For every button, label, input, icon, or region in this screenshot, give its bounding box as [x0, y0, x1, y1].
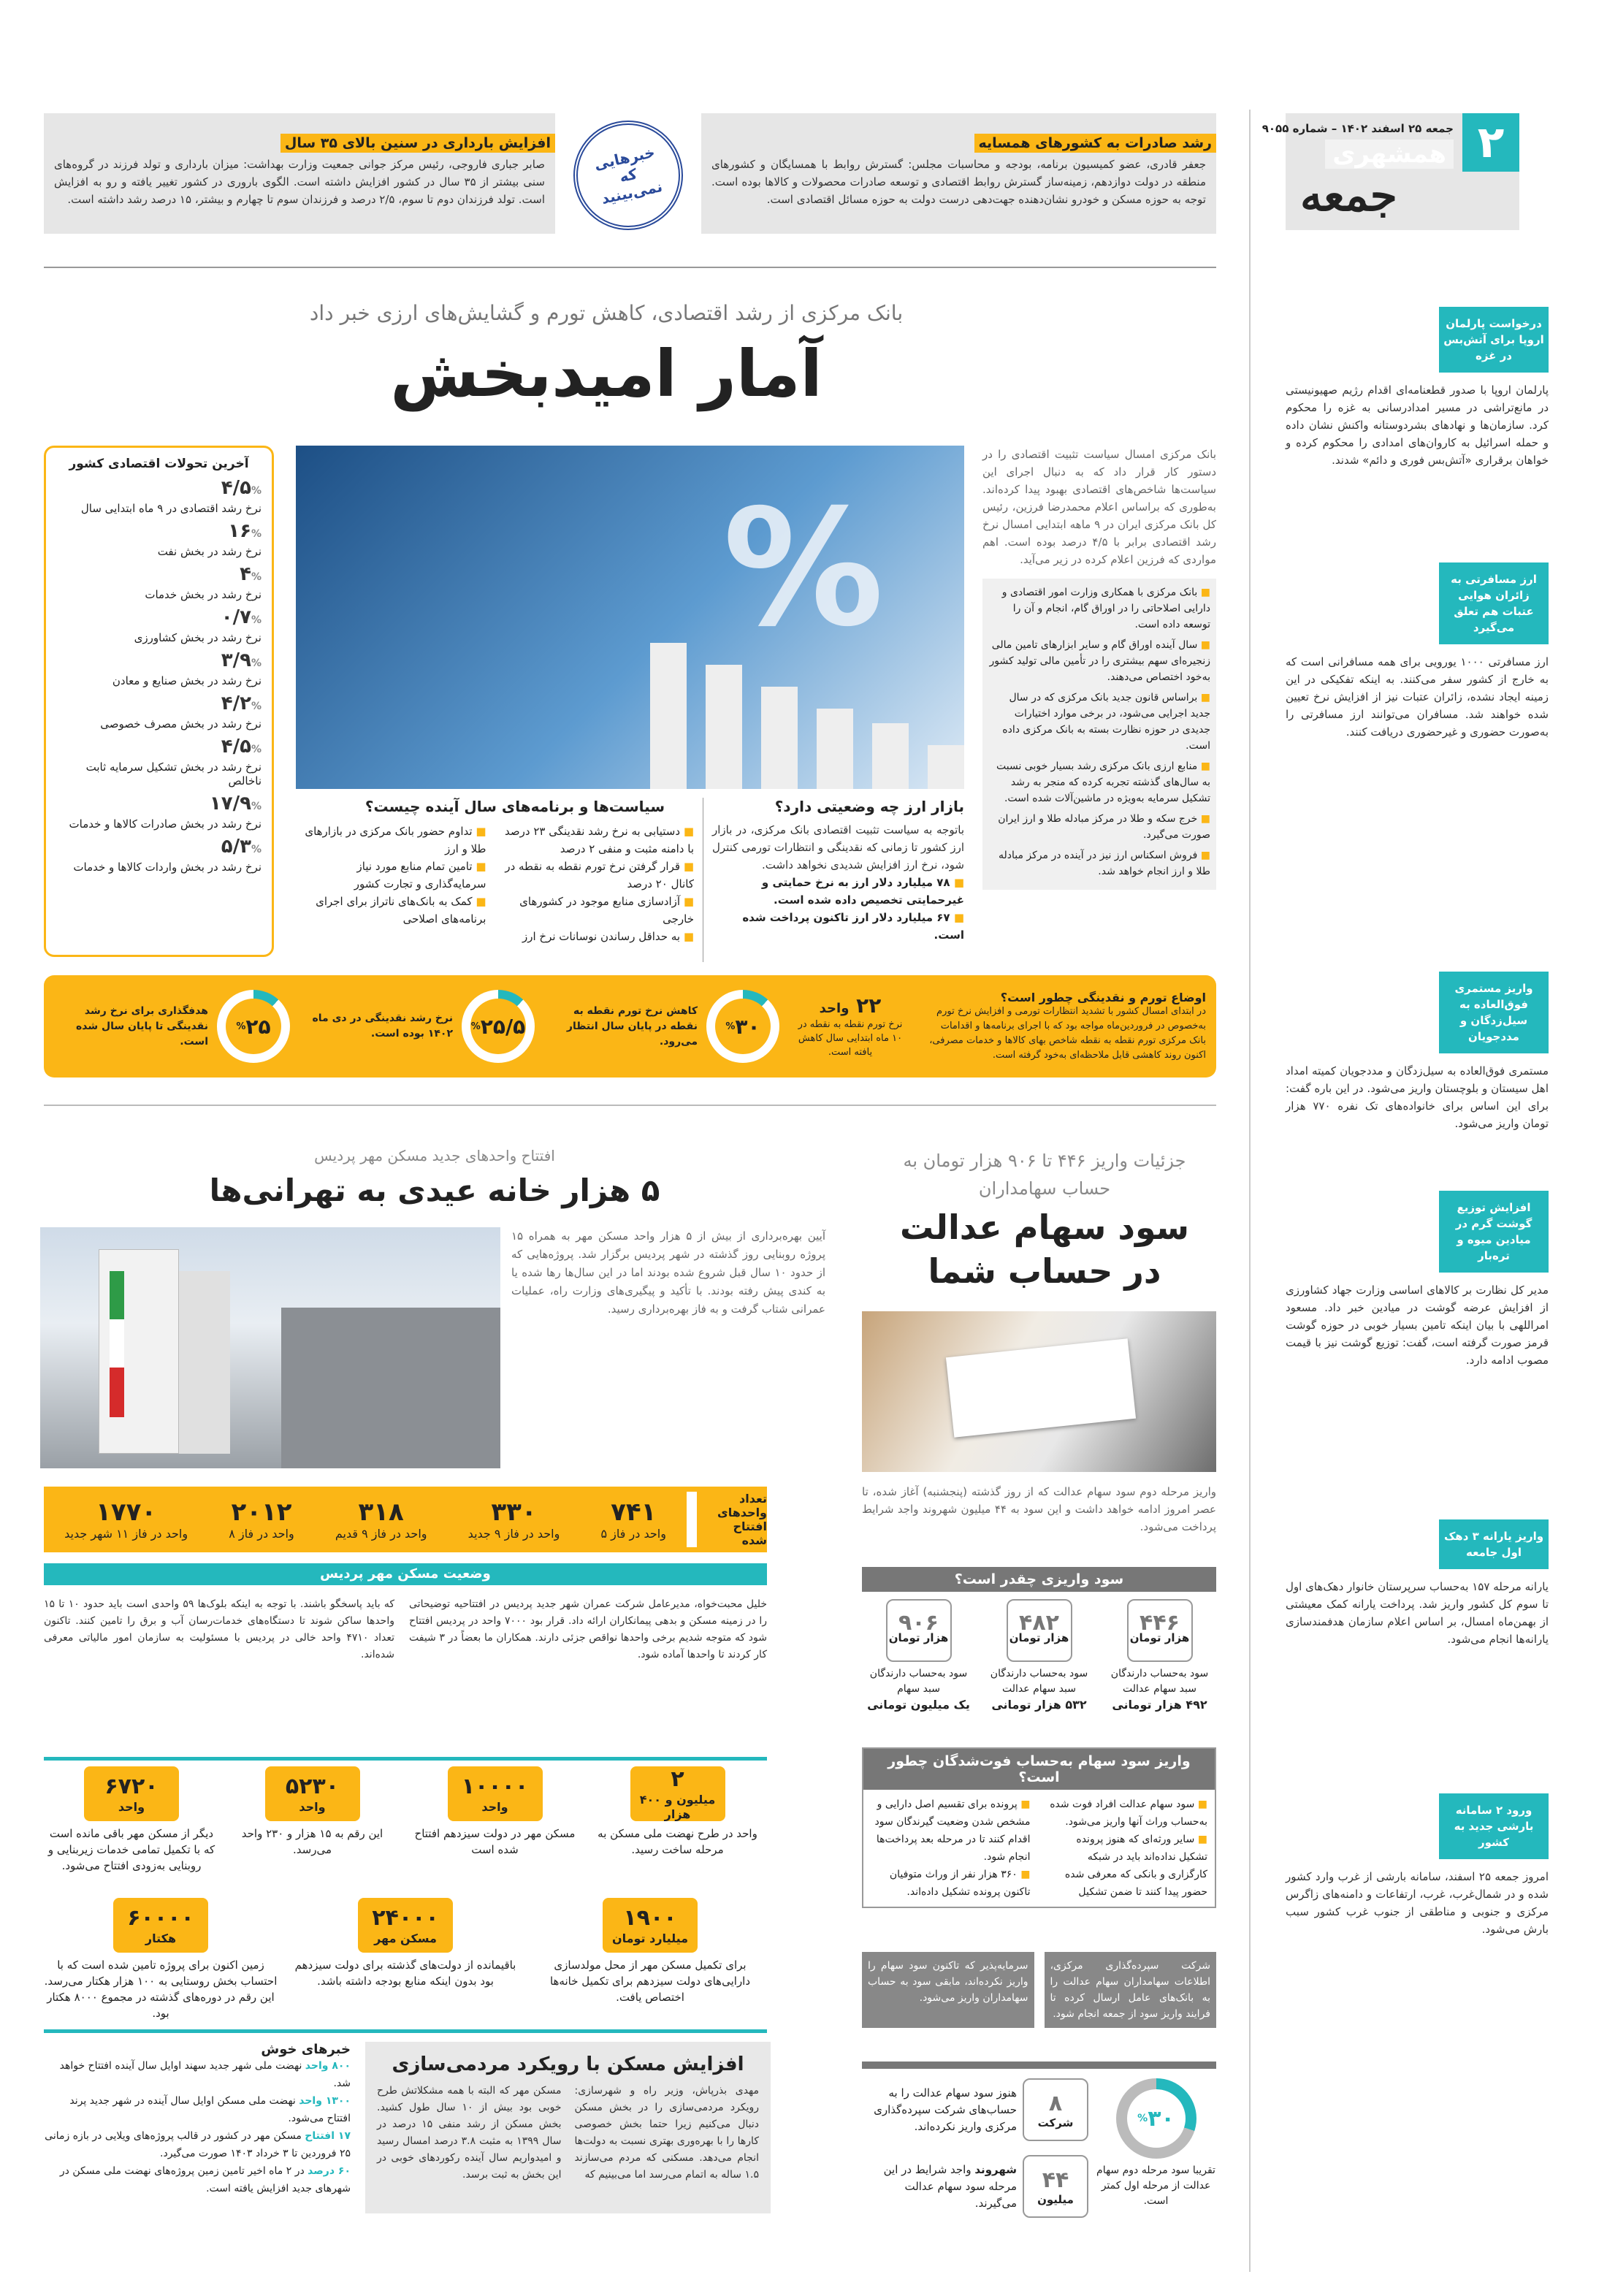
development-item — [56, 736, 262, 788]
development-item — [56, 649, 262, 688]
sidebar-item-title: ارز مسافرتی به زائران هوایی عتبات هم تعلق می‌گیرد — [1439, 562, 1549, 644]
units-value: ۲۰۱۲ — [231, 1498, 292, 1527]
policy-bullet: ■ آزادسازی منابع موجود در کشورهای خارجی — [504, 893, 695, 928]
ring-unit: % — [470, 1021, 481, 1032]
sidebar-item — [1286, 1191, 1549, 1369]
development-label: نرخ رشد در بخش کشاورزی — [134, 631, 262, 644]
development-value: ۴/۵ — [221, 736, 251, 758]
page-number: ۲ — [1462, 113, 1519, 172]
housing-stat — [44, 1766, 219, 1874]
amount-basket: ۵۳۲ هزار تومانی — [991, 1698, 1087, 1712]
ring-chart — [1116, 2078, 1196, 2159]
amount-item — [862, 1592, 975, 1712]
development-unit: % — [251, 657, 262, 669]
citizens-label: واجد شرایط در این مرحله سود سهام عدالت می‌گیرند. — [883, 2162, 1017, 2210]
main-bullet: ■ براساس قانون جدید بانک مرکزی که در سال جدید اجرایی می‌شود، در برخی موارد اختیارات جدیدی در حوزه نظارت بسته به بانک مرکزی داده است. — [988, 690, 1210, 754]
development-unit: % — [251, 744, 262, 755]
sidebar-item — [1286, 1793, 1549, 1938]
development-value: ۰/۷ — [221, 606, 251, 628]
units-item — [335, 1498, 427, 1541]
main-bullet: ■ منابع ارزی بانک مرکزی رشد بسیار خوبی نسبت به سال‌های گذشته تجربه کرده که منجر به رشد تشکیل سرمایه به‌ویژه در ماشین‌آلات شده است. — [988, 758, 1210, 806]
sidebar-item-text: امروز جمعه ۲۵ اسفند، سامانه بارشی از غرب وارد کشور شده و در شمال‌غرب، غرب، ارتفاعات و دامنه‌های زاگرس مرکزی و جنوبی و مناطقی از جنوب غرب کشور سبب بارش می‌شود. — [1286, 1870, 1549, 1936]
divider — [44, 1105, 1216, 1106]
developments-title: آخرین تحولات اقتصادی کشور — [69, 457, 249, 471]
citizens-unit: میلیون — [1037, 2192, 1074, 2206]
sidebar-item-title: واریز مستمری فوق‌العاده به سیل‌زدگان و مددجویان — [1439, 972, 1549, 1053]
fx-bullet: ■ ۷۸ میلیارد دلار ارز به نرخ حمایتی و غیرحمایتی تخصیص داده شده است. — [712, 874, 964, 909]
stat-label: مسکن مهر در دولت سیزدهم افتتاح شده است — [414, 1827, 576, 1856]
housing-text: آیین بهره‌برداری از بیش از ۵ هزار واحد مسکن مهر به همراه ۱۵ پروژه روبنایی روز گذشته در شهر پردیس برگزار شد. پروژه‌هایی که از حدود ۱۰ سال قبل شروع شده بودند اما در این سال‌ها رها شده یا به کندی پیش رفته بودند. با تأکید و پیگیری‌های وزارت راه، عملیات عمرانی شتاب گرفت و به فاز بهره‌برداری رسید. — [511, 1229, 826, 1316]
development-value: ۱۷/۹ — [209, 793, 251, 815]
deceased-bullet: ■ سایر ورثه‌ای که هنوز پرونده تشکیل نداده‌اند باید در شبکه کارگزاری و بانکی که معرفی شده حضور پیدا کنند تا ضمن تشکیل — [1048, 1831, 1208, 1901]
fx-bullet: ■ ۶۷ میلیارد دلار ارز تاکنون پرداخت شده است. — [712, 909, 964, 944]
development-unit: % — [251, 485, 262, 497]
units-label: واحد در فاز ۹ قدیم — [335, 1527, 427, 1541]
amount-label: سود به‌حساب دارندگان سبد سهام عدالت — [990, 1668, 1088, 1695]
stat-label: برای تکمیل مسکن مهر از محل مولدسازی دارایی‌های دولت سیزدهم برای تکمیل خانه‌ها اختصاص یافت. — [549, 1959, 751, 2004]
development-unit: % — [251, 801, 262, 812]
teaser-right[interactable] — [701, 113, 1216, 234]
housing-stat — [533, 1898, 767, 2005]
housing-stat — [588, 1766, 767, 1858]
sidebar-item-text: مستمری فوق‌العاده به سیل‌زدگان و مددجویان کمیته امداد اهل سیستان و بلوچستان واریز می‌شود. در این باره گفت: برای این اساس برای خانواده‌های تک نفره ۷۷۰ هزار تومان واریز می‌شود. — [1286, 1064, 1549, 1130]
development-item — [56, 563, 262, 602]
units-label: واحد در فاز ۸ — [229, 1527, 294, 1541]
units-value: ۲۲ — [856, 993, 882, 1018]
amount-basket: یک میلیون تومانی — [867, 1698, 970, 1712]
good-news-highlight: ۶۰ درصد — [308, 2165, 351, 2177]
ring-chart — [706, 990, 779, 1063]
housing-kicker: افتتاح واحدهای جدید مسکن مهر پردیس — [314, 1147, 555, 1164]
companies-stat — [862, 2078, 1088, 2141]
development-value: ۳/۹ — [221, 649, 251, 671]
development-item — [56, 606, 262, 645]
ring-stat — [543, 990, 779, 1063]
housing-photo — [40, 1227, 500, 1468]
units-label: واحد در فاز ۹ جدید — [467, 1527, 560, 1541]
housing-minister-box — [365, 2042, 771, 2213]
units-value: ۷۴۱ — [611, 1498, 657, 1527]
ring-unit: % — [1137, 2113, 1148, 2124]
amount-unit: هزار تومان — [1129, 1631, 1190, 1644]
economic-developments-box — [44, 446, 274, 957]
stat-unit: هکتار — [145, 1931, 177, 1945]
status-title-bar: وضعیت مسکن مهر پردیس — [44, 1563, 767, 1585]
good-news-item — [44, 2162, 351, 2197]
units-item — [229, 1498, 294, 1541]
main-bullet: ■ فروش اسکناس ارز نیز در آینده در مرکز مبادله طلا و ارز انجام خواهد شد. — [988, 847, 1210, 880]
development-label: نرخ رشد در بخش مصرف خصوصی — [100, 717, 262, 731]
main-headline: آمار امیدبخش — [390, 336, 822, 411]
good-news-text: مسکن مهر در کشور در قالب پروژه‌های ویلایی در بازه زمانی ۲۵ فروردین تا ۳ خرداد ۱۴۰۳ صورت می‌گیرد. — [45, 2130, 351, 2159]
stat-label: این رقم به ۱۵ هزار و ۲۳۰ واحد می‌رسد. — [241, 1827, 383, 1856]
amount-label: سود به‌حساب دارندگان سبد سهام عدالت — [1110, 1668, 1209, 1695]
amount-unit: هزار تومان — [888, 1631, 949, 1644]
citizens-value: ۴۴ — [1042, 2167, 1069, 2193]
policies-section — [296, 798, 694, 945]
ring-chart — [462, 990, 535, 1063]
section-name: جمعه — [1300, 170, 1397, 221]
sidebar-item — [1286, 562, 1549, 741]
shares-kicker: جزئیات واریز ۴۴۶ تا ۹۰۶ هزار تومان به حساب سهامداران — [903, 1151, 1186, 1199]
sidebar-item-title: افزایش توزیع گوشت گرم در میادین میوه و تره‌بار — [1439, 1191, 1549, 1273]
units-opened-bar — [44, 1487, 767, 1552]
divider — [44, 267, 1216, 268]
stat-value: ۱۰۰۰۰ — [461, 1773, 529, 1799]
stat-unit: واحد — [299, 1799, 326, 1814]
shares-ring-stat — [1096, 2078, 1216, 2209]
development-value: ۵/۳ — [221, 836, 251, 858]
development-item — [56, 836, 262, 874]
stat-label: باقیمانده از دولت‌های گذشته برای دولت سیزدهم بود بدون اینکه منابع بودجه داشته باشد. — [294, 1959, 516, 1988]
fx-section — [712, 798, 964, 944]
ring-unit: % — [236, 1021, 246, 1032]
info-right: شرکت سپرده‌گذاری مرکزی، اطلاعات سهامداران سهام عدالت را به بانک‌های عامل ارسال کرده تا فرایند واریز سود از جمعه انجام شود. — [1045, 1952, 1217, 2028]
sidebar-item-text: ارز مسافرتی ۱۰۰۰ یورویی برای همه مسافرانی است که به خارج از کشور سفر می‌کنند. به اینکه تفکیکی در این زمینه ایجاد نشده، زائران عتبات نیز از افزایش نرخ تعیین شده خواهند شد. مسافران می‌توانند ارز مسافرتی را به‌صورت حضوری و غیرحضوری دریافت کنند. — [1286, 655, 1549, 739]
companies-value: ۸ — [1048, 2090, 1063, 2116]
good-news — [44, 2042, 351, 2197]
development-label: نرخ رشد در بخش خدمات — [145, 588, 262, 601]
units-label: نرخ تورم نقطه به نقطه در ۱۰ ماه ابتدایی سال کاهش یافته است. — [798, 1019, 903, 1058]
good-news-highlight: ۸۰۰ واحد — [305, 2060, 351, 2072]
teaser-text: جعفر قادری، عضو کمیسیون برنامه، بودجه و محاسبات مجلس: گسترش روابط با همسایگان و کشورهای منطقه در دولت دوازدهم، زمینه‌ساز گسترش روابط اقتصادی و توسعه صادرات محصولات و کالاها بوده است. توجه به حوزه مسکن و خودرو نشان‌دهنده جهت‌دهی درست دولت به حوزه مسائل اقتصادی است. — [711, 158, 1206, 206]
info-left: سرمایه‌پذیر که تاکنون سود سهام را واریز نکرده‌اند، مابقی سود به حساب سهامداران واریز می‌شود. — [862, 1952, 1034, 2028]
sidebar-item-text: یارانه مرحله ۱۵۷ به‌حساب سرپرستان خانوار دهک‌های اول تا سوم کل کشور واریز شد. پرداخت یارانه کمک معیشتی از بهمن‌ماه امسال، بر اساس اعلام سازمان هدفمندسازی یارانه‌ها انجام می‌شود. — [1286, 1580, 1549, 1646]
ring-value: ۳۰ — [735, 1014, 760, 1039]
inflation-text: در ابتدای امسال کشور با تشدید انتظارات تورمی و افزایش نرخ تورم به‌خصوص در فروردین‌ماه مواجه بود که با اجرای برنامه‌ها و اقدامات بانک مرکزی تورم نقطه به نقطه شاخص بهای کالاها و خدمات مصرفی، اکنون روند کاهشی قابل ملاحظه‌ای به‌خود گرفته است. — [929, 1005, 1206, 1061]
units-stat — [795, 993, 905, 1059]
ring-value: ۳۰ — [1148, 2105, 1175, 2132]
housing-stat — [44, 1898, 278, 2021]
stat-label: دیگر از مسکن مهر باقی مانده است که با تکمیل تمامی خدمات زیربنایی و روبنایی به‌زودی افتتاح می‌شود. — [47, 1827, 215, 1872]
amount-title: سود واریزی چقدر است؟ — [862, 1567, 1216, 1592]
development-item — [56, 477, 262, 516]
paper-logo: همشهری — [1325, 140, 1454, 169]
stat-unit: میلیون و ۴۰۰ هزار — [639, 1792, 716, 1821]
main-intro: بانک مرکزی امسال سیاست تثبیت اقتصادی را در دستور کار قرار داد که به دنبال اجرای این سیاست‌ها شاخص‌های اقتصادی بهبود پیدا کرده‌اند. به‌طوری که براساس اعلام محمدرضا فرزین، رئیس کل بانک مرکزی ایران در ۹ ماهه ابتدایی امسال نرخ رشد اقتصادی برابر با ۴/۵ درصد بوده است. اهم مواردی که فرزین اعلام کرده در زیر می‌آید. — [982, 448, 1216, 566]
policy-bullet: ■ تامین تمام منابع مورد نیاز سرمایه‌گذاری و تجارت کشور — [296, 858, 486, 893]
ring-stat — [299, 990, 535, 1063]
teaser-left[interactable] — [44, 113, 555, 234]
development-unit: % — [251, 701, 262, 712]
inflation-summary — [921, 991, 1206, 1063]
shares-headline: سود سهام عدالت در حساب شما — [899, 1208, 1190, 1291]
ring-label: هدفگذاری برای نرخ رشد نقدینگی تا پایان سال شده است. — [76, 1004, 208, 1048]
ring-label: تقریبا سود مرحله دوم سهام عدالت از مرحله اول کمتر است. — [1096, 2165, 1215, 2207]
units-value: ۳۳۰ — [491, 1498, 537, 1527]
development-unit: % — [251, 614, 262, 626]
stat-unit: مسکن مهر — [374, 1931, 437, 1945]
good-news-title: خبرهای خوش — [261, 2042, 351, 2057]
inflation-bar — [44, 975, 1216, 1078]
housing-stat — [223, 1766, 402, 1858]
ring-value: ۲۵/۵ — [480, 1014, 526, 1039]
amount-value: ۴۴۶ — [1140, 1610, 1180, 1636]
amount-value: ۹۰۶ — [898, 1610, 939, 1636]
good-news-highlight: ۱۳۰۰ واحد — [299, 2095, 351, 2107]
main-bullet: ■ بانک مرکزی با همکاری وزارت امور اقتصادی و دارایی اصلاحاتی را در اوراق گام، انجام و آن را توسعه داده است. — [988, 584, 1210, 633]
teaser-title: افزایش بارداری در سنین بالای ۳۵ سال — [280, 134, 555, 153]
sidebar-item-text: مدیر کل نظارت بر کالاهای اساسی وزارت جهاد کشاورزی از افزایش عرضه گوشت در میادین خبر داد. مسعود امراللهی با بیان اینکه تامین بسیار خوبی در حوزه گوشت قرمز صورت گرفته است، گفت: توزیع گوشت نیز با قیمت مصوب ادامه دارد. — [1286, 1284, 1549, 1367]
ring-label: نرخ رشد نقدینگی در دی ماه ۱۴۰۲ بوده است. — [312, 1012, 453, 1040]
good-news-text: نهضت ملی مسکن اوایل سال آینده در شهر جدید پرند افتتاح می‌شود. — [69, 2095, 351, 2124]
development-item — [56, 793, 262, 831]
policy-bullet: ■ دستیابی به نرخ رشد نقدینگی ۲۳ درصد با دامنه مثبت و منفی ۲ درصد — [504, 823, 695, 858]
sidebar-item-title: واریز یارانه ۳ دهک اول جامعه — [1439, 1519, 1549, 1569]
stat-value: ۲۴۰۰۰ — [372, 1904, 439, 1931]
amount-item — [982, 1592, 1096, 1712]
deceased-bullet: ■ سود سهام عدالت افراد فوت شده به‌حساب وراث آنها واریز می‌شود. — [1048, 1796, 1208, 1831]
companies-unit: شرکت — [1037, 2116, 1074, 2129]
units-item — [64, 1498, 188, 1541]
units-label: واحد در فاز ۱۱ شهر جدید — [64, 1527, 188, 1541]
development-label: نرخ رشد در بخش صادرات کالاها و خدمات — [69, 817, 262, 831]
amount-value: ۴۸۲ — [1019, 1610, 1059, 1636]
housing-stat — [289, 1898, 522, 1989]
amount-box — [862, 1567, 1216, 1712]
development-value: ۴ — [240, 563, 251, 585]
stamp-text: خبرهایی که نمی‌بینید — [592, 143, 664, 208]
stat-value: ۲ — [671, 1766, 684, 1792]
development-label: نرخ رشد در بخش نفت — [157, 545, 262, 558]
main-intro-column — [982, 446, 1216, 890]
economy-chart-photo: % — [296, 446, 964, 789]
units-label: واحد در فاز ۵ — [600, 1527, 666, 1541]
deceased-bullet: ■ ۳۶۰ هزار نفر از وراث متوفیان تاکنون پرونده تشکیل داده‌اند. — [871, 1866, 1031, 1901]
good-news-highlight: ۱۷ افتتاح — [305, 2130, 351, 2142]
teaser-title: رشد صادرات به کشورهای همسایه — [974, 134, 1217, 153]
amount-unit: هزار تومان — [1009, 1631, 1069, 1644]
issue-date: جمعه ۲۵ اسفند ۱۴۰۲ – شماره ۹۰۵۵ — [1261, 122, 1454, 135]
development-value: ۴/۲ — [221, 693, 251, 714]
ring-chart — [217, 990, 290, 1063]
sidebar-item-title: درخواست پارلمان اروپا برای آتش‌بس در غزه — [1439, 307, 1549, 373]
housing-stat — [405, 1766, 584, 1858]
companies-label: هنوز سود سهام عدالت را به حساب‌های شرکت سپرده‌گذاری مرکزی واریز نکرده‌اند. — [874, 2086, 1017, 2133]
main-kicker: بانک مرکزی از رشد اقتصادی، کاهش تورم و گشایش‌های ارزی خبر داد — [309, 301, 904, 325]
box-title: افزایش مسکن با رویکرد مردمی‌سازی — [392, 2053, 744, 2075]
policies-title: سیاست‌ها و برنامه‌های سال آینده چیست؟ — [364, 798, 665, 815]
policy-bullet: ■ تداوم حضور بانک مرکزی در بازارهای طلا و ارز — [296, 823, 486, 858]
shares-text: واریز مرحله دوم سود سهام عدالت که از روز گذشته (پنجشنبه) آغاز شده، تا عصر امروز ادامه خواهد داشت و این سود به ۴۴ میلیون شهروند واجد شرایط پرداخت می‌شود. — [862, 1485, 1216, 1533]
main-bullet: ■ خرج سکه و طلا در مرکز مبادله طلا و ارز ایران صورت می‌گیرد. — [988, 811, 1210, 843]
housing-headline: ۵ هزار خانه عیدی به تهرانی‌ها — [209, 1172, 660, 1208]
stat-value: ۱۹۰۰ — [623, 1904, 677, 1931]
development-unit: % — [251, 844, 262, 855]
development-unit: % — [251, 528, 262, 540]
divider — [862, 2062, 1216, 2069]
stamp-logo — [563, 110, 693, 240]
good-news-text: در ۲ ماه اخیر تامین زمین پروژه‌های نهضت ملی مسکن در شهرهای جدید افزایش یافته است. — [59, 2165, 351, 2194]
units-value: ۳۱۸ — [358, 1498, 404, 1527]
sidebar-item-title: ورود ۲ سامانه بارشی جدید به کشور — [1439, 1793, 1549, 1859]
sidebar-item — [1286, 307, 1549, 469]
good-news-item — [44, 2092, 351, 2127]
units-item — [601, 1498, 666, 1541]
divider — [44, 1757, 767, 1761]
main-bullet: ■ سال آینده اوراق گام و سایر ابزارهای تامین مالی زنجیره‌ای سهم بیشتری را در تأمین مالی تولید کشور به‌خود اختصاص می‌دهند. — [988, 637, 1210, 685]
development-value: ۴/۵ — [221, 477, 251, 499]
stat-unit: واحد — [118, 1799, 145, 1814]
units-bar-title: تعداد واحدهای افتتاح شده — [687, 1492, 767, 1547]
fx-text: باتوجه به سیاست تثبیت اقتصادی بانک مرکزی، در بازار ارز کشور تا زمانی که نقدینگی و انتظارات تورمی کنترل شود، نرخ ارز افزایش شدیدی نخواهد داشت. — [712, 823, 964, 872]
inflation-title: اوضاع تورم و نقدینگی چطور است؟ — [1000, 990, 1206, 1004]
citizens-stat — [862, 2155, 1088, 2218]
status-text-right: خلیل محبت‌خواه، مدیرعامل شرکت عمران شهر جدید پردیس در افتتاحیه توضیحاتی را در زمینه مسکن و بدهی پیمانکاران ارائه داد. قرار بود ۷۰۰۰ واحد در پردیس افتتاح شود که متوجه شدیم برخی واحدها نواقص جزئی دارند. همکاران ما بعضاً در ۳ شیفت کار کردند تا واحدها آماده شود. — [409, 1598, 768, 1660]
sidebar-item — [1286, 1519, 1549, 1648]
shares-info — [862, 1952, 1216, 2028]
amount-item — [1103, 1592, 1216, 1712]
ring-label: کاهش نرخ تورم نقطه به نقطه در پایان سال انتظار می‌رود. — [566, 1004, 698, 1048]
shares-photo — [862, 1311, 1216, 1472]
teaser-text: صابر جباری فاروجی، رئیس مرکز جوانی جمعیت وزارت بهداشت: میزان بارداری و تولد فرزند در گروه‌های سنی بیشتر از ۳۵ سال در کشور افزایش داشته است. الگوی باروری در کشور تغییر یافته و رو به افزایش است. تولد فرزندان دوم تا سوم، ۲/۵ درصد و فرزندان سوم تا چهارم و بیشتر، ۱۵ درصد رشد داشته است. — [54, 158, 546, 206]
stat-unit: واحد — [481, 1799, 508, 1814]
good-news-text: نهضت ملی شهر جدید سهند اوایل سال آینده افتتاح خواهد شد. — [59, 2060, 351, 2089]
stat-value: ۶۷۲۰ — [104, 1773, 159, 1799]
development-label: نرخ رشد در بخش تشکیل سرمایه ثابت ناخالص — [85, 760, 262, 787]
good-news-item — [44, 2127, 351, 2162]
units-unit: واحد — [819, 1001, 850, 1016]
box-col1: مهدی بذرپاش، وزیر راه و شهرسازی: رویکرد مردمی‌سازی را در بخش مسکن دنبال می‌کنیم زیرا حتما بخش خصوصی کارها را با بهره‌وری بهتری نسبت به دولت‌ها انجام می‌دهد. مسکنی که مردم می‌سازند ۱.۵ ساله به اتمام می‌رسد اما می‌بینیم که — [574, 2085, 759, 2181]
deceased-title: واریز سود سهام به‌حساب فوت‌شدگان چطور است؟ — [863, 1749, 1215, 1790]
deceased-bullet: ■ پرونده برای تقسیم اصل دارایی و مشخص شدن وضعیت گیرندگان سود اقدام کنند تا در مرحله بعد پرداخت‌ها انجام شود. — [871, 1796, 1031, 1866]
masthead — [1261, 113, 1519, 230]
divider — [44, 2029, 767, 2033]
units-item — [468, 1498, 560, 1541]
amount-label: سود به‌حساب دارندگان سبد سهام — [869, 1668, 968, 1695]
deceased-box — [862, 1747, 1216, 1908]
stat-label: زمین اکنون برای پروژه تامین شده است که با احتساب بخش روستایی به ۱۰۰ هزار هکتار می‌رسد. این رقم در دوره‌های گذشته در مجموع ۸۰۰۰ هکتار بود. — [44, 1959, 278, 2020]
column-divider — [1249, 110, 1251, 2272]
stat-value: ۵۲۳۰ — [285, 1773, 340, 1799]
fx-title: بازار ارز چه وضعیتی دارد؟ — [774, 798, 964, 815]
development-label: نرخ رشد در بخش صنایع و معادن — [112, 674, 262, 687]
development-value: ۱۶ — [228, 520, 251, 542]
stat-value: ۶۰۰۰۰ — [127, 1904, 194, 1931]
good-news-item — [44, 2057, 351, 2092]
units-value: ۱۷۷۰ — [96, 1498, 157, 1527]
box-col2: مسکن مهر که البته با همه مشکلاتش طرح خوبی بود بیش از ۱۰ سال طول کشید. بخش مسکن از رشد منفی ۱۵ درصد در سال ۱۳۹۹ به مثبت ۳.۸ درصد امسال رسید و امیدواریم سال آینده رکوردهای خوبی در این بخش به ثبت برسد. — [377, 2085, 562, 2181]
stat-label: واحد در طرح نهضت ملی مسکن به مرحله ساخت رسید. — [598, 1827, 757, 1856]
development-unit: % — [251, 571, 262, 583]
ring-unit: % — [725, 1021, 736, 1032]
development-item — [56, 693, 262, 731]
development-label: نرخ رشد اقتصادی در ۹ ماه ابتدایی سال — [80, 502, 262, 515]
policy-bullet: ■ کمک به بانک‌های ناتراز برای اجرای برنامه‌های اصلاحی — [296, 893, 486, 928]
policy-bullet: ■ به حداقل رساندن نوسانات نرخ ارز — [504, 928, 695, 945]
ring-value: ۲۵ — [245, 1014, 271, 1039]
citizens-label-bold: شهروند — [974, 2162, 1017, 2176]
stat-unit: میلیارد تومان — [611, 1931, 689, 1945]
sidebar-item-text: پارلمان اروپا با صدور قطعنامه‌ای اقدام رژیم صهیونیستی در مانع‌تراشی در مسیر امدادرسانی به غزه را محکوم کرد. سازمان‌ها و نهادهای بشردوستانه واکنش نشان داده و حمله اسرائیل به کاروان‌های امدادی را محکوم کرده و خواهان برقراری «آتش‌بس فوری و دائم» شدند. — [1286, 384, 1549, 467]
ring-stat — [54, 990, 290, 1063]
status-text-left: که باید پاسخگو باشند. با توجه به اینکه بلوک‌ها ۵۹ واحدی است باید حدود ۱۰ تا ۱۵ واحدها ساکن شوند تا دستگاه‌های خدمات‌رسان آب و برق را تامین کنند. تاکنون تعداد ۴۷۱۰ واحد خالی در پردیس با مسئولیت به سازمان امور مالیاتی معرفی شده‌اند. — [44, 1598, 395, 1660]
sidebar-item — [1286, 972, 1549, 1132]
policy-bullet: ■ قرار گرفتن نرخ تورم نقطه به نقطه در کانال ۲۰ درصد — [504, 858, 695, 893]
development-label: نرخ رشد در بخش واردات کالاها و خدمات — [73, 861, 262, 874]
development-item — [56, 520, 262, 559]
amount-basket: ۴۹۲ هزار تومانی — [1112, 1698, 1207, 1712]
